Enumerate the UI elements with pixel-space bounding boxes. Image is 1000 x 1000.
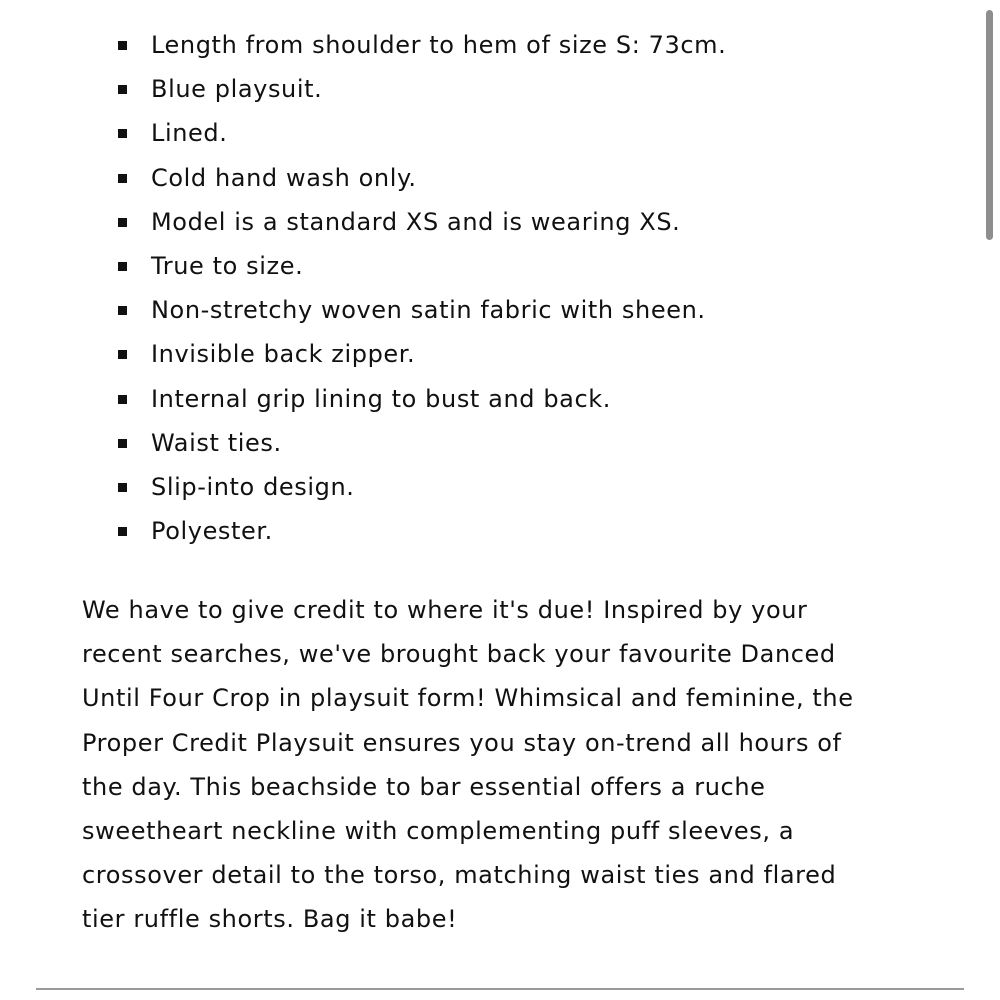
- list-item: [118, 421, 958, 465]
- list-item: [118, 200, 958, 244]
- description-line: the day. This beachside to bar essential offers a ruche: [82, 772, 766, 801]
- feature-text: Internal grip lining to bust and back.: [151, 384, 612, 413]
- list-item: [118, 509, 958, 553]
- description-line: tier ruffle shorts. Bag it babe!: [82, 905, 458, 934]
- feature-text: Cold hand wash only.: [151, 163, 417, 192]
- feature-text: Waist ties.: [151, 428, 282, 457]
- square-bullet-icon: [118, 129, 127, 138]
- square-bullet-icon: [118, 527, 127, 536]
- feature-text: True to size.: [151, 251, 304, 280]
- square-bullet-icon: [118, 306, 127, 315]
- feature-list: [118, 23, 958, 553]
- square-bullet-icon: [118, 85, 127, 94]
- list-item: [118, 67, 958, 111]
- scrollbar-thumb[interactable]: [986, 10, 993, 240]
- square-bullet-icon: [118, 218, 127, 227]
- description-line: Until Four Crop in playsuit form! Whimsical and feminine, the: [82, 684, 854, 713]
- list-item: [118, 111, 958, 155]
- square-bullet-icon: [118, 483, 127, 492]
- square-bullet-icon: [118, 350, 127, 359]
- list-item: [118, 288, 958, 332]
- product-description: [82, 588, 962, 942]
- description-line: Proper Credit Playsuit ensures you stay on-trend all hours of: [82, 728, 842, 757]
- feature-text: Non-stretchy woven satin fabric with sheen.: [151, 296, 706, 325]
- feature-text: Slip-into design.: [151, 472, 355, 501]
- square-bullet-icon: [118, 41, 127, 50]
- feature-text: Invisible back zipper.: [151, 340, 416, 369]
- list-item: [118, 23, 958, 67]
- square-bullet-icon: [118, 174, 127, 183]
- feature-text: Length from shoulder to hem of size S: 73cm.: [151, 31, 727, 59]
- list-item: [118, 156, 958, 200]
- section-divider: [36, 988, 964, 990]
- feature-text: Lined.: [151, 119, 228, 148]
- square-bullet-icon: [118, 439, 127, 448]
- description-line: sweetheart neckline with complementing puff sleeves, a: [82, 817, 795, 846]
- square-bullet-icon: [118, 395, 127, 404]
- square-bullet-icon: [118, 262, 127, 271]
- list-item: [118, 244, 958, 288]
- feature-text: Model is a standard XS and is wearing XS.: [151, 207, 681, 236]
- description-line: crossover detail to the torso, matching waist ties and flared: [82, 861, 837, 890]
- description-line: recent searches, we've brought back your favourite Danced: [82, 640, 836, 669]
- list-item: [118, 332, 958, 376]
- feature-text: Blue playsuit.: [151, 75, 323, 104]
- list-item: [118, 377, 958, 421]
- description-line: We have to give credit to where it's due! Inspired by your: [82, 596, 808, 624]
- list-item: [118, 465, 958, 509]
- feature-text: Polyester.: [151, 517, 273, 546]
